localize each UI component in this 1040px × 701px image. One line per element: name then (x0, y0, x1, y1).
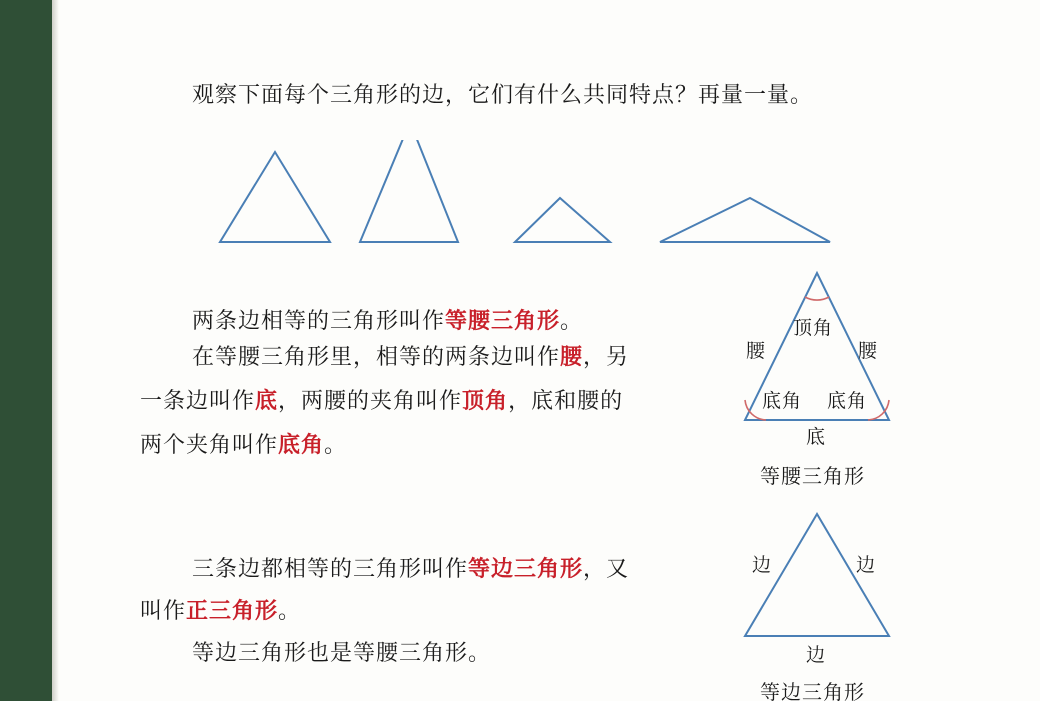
iso-term-apex-angle: 顶角 (462, 388, 509, 413)
eq-text-3: 叫作 (140, 598, 187, 623)
iso-text-6: ，两腰的夹角叫作 (278, 388, 463, 413)
isosceles-paragraph-line-2 (192, 336, 629, 378)
triangle-1 (220, 152, 330, 242)
label-left-leg: 腰 (746, 341, 767, 362)
eq-text-4: 。 (278, 598, 302, 623)
iso-term-base-angle: 底角 (278, 432, 325, 457)
iso-term-isosceles: 等腰三角形 (445, 308, 561, 333)
iso-text-8: 两个夹角叫作 (140, 432, 279, 457)
label-eq-right-side: 边 (856, 555, 877, 576)
page-edge-shadow (52, 0, 59, 701)
prompt-line: 观察下面每个三角形的边，它们有什么共同特点？再量一量。 (192, 82, 814, 107)
triangle-4 (660, 198, 830, 242)
iso-text-5: 一条边叫作 (140, 388, 256, 413)
iso-text-4: ，另 (583, 344, 630, 369)
iso-term-leg: 腰 (560, 344, 584, 369)
iso-text-7: ，底和腰的 (508, 388, 624, 413)
eq-term-equilateral: 等边三角形 (468, 556, 584, 581)
iso-text-9: 。 (324, 432, 348, 457)
page-left-band (0, 0, 52, 701)
label-base-angle-right: 底角 (827, 391, 868, 412)
isosceles-paragraph-line-3 (140, 380, 623, 422)
apex-angle-arc (805, 297, 829, 300)
isosceles-caption: 等腰三角形 (760, 466, 865, 488)
iso-text-2: 。 (560, 308, 584, 333)
equilateral-paragraph-line-2 (140, 590, 301, 632)
triangle-3 (515, 198, 610, 242)
isosceles-paragraph-line-4 (140, 424, 347, 466)
label-base-side: 底 (806, 427, 827, 448)
equilateral-caption: 等边三角形 (760, 682, 865, 701)
label-eq-left-side: 边 (752, 555, 773, 576)
iso-term-base: 底 (255, 388, 279, 413)
eq-term-regular: 正三角形 (186, 598, 279, 623)
base-angle-right-arc (868, 400, 889, 420)
eq-text-1: 三条边都相等的三角形叫作 (192, 556, 469, 581)
equilateral-paragraph-line-1 (192, 548, 629, 590)
label-base-angle-left: 底角 (762, 391, 803, 412)
iso-text-1: 两条边相等的三角形叫作 (192, 308, 446, 333)
eq-text-2: ，又 (583, 556, 630, 581)
label-apex-angle: 顶角 (793, 318, 834, 339)
equilateral-paragraph-line-3: 等边三角形也是等腰三角形。 (192, 640, 492, 665)
sample-triangles-row (205, 140, 865, 260)
label-eq-base-side: 边 (806, 645, 827, 666)
label-right-leg: 腰 (858, 341, 879, 362)
iso-text-3: 在等腰三角形里，相等的两条边叫作 (192, 344, 561, 369)
triangle-2 (360, 140, 458, 242)
